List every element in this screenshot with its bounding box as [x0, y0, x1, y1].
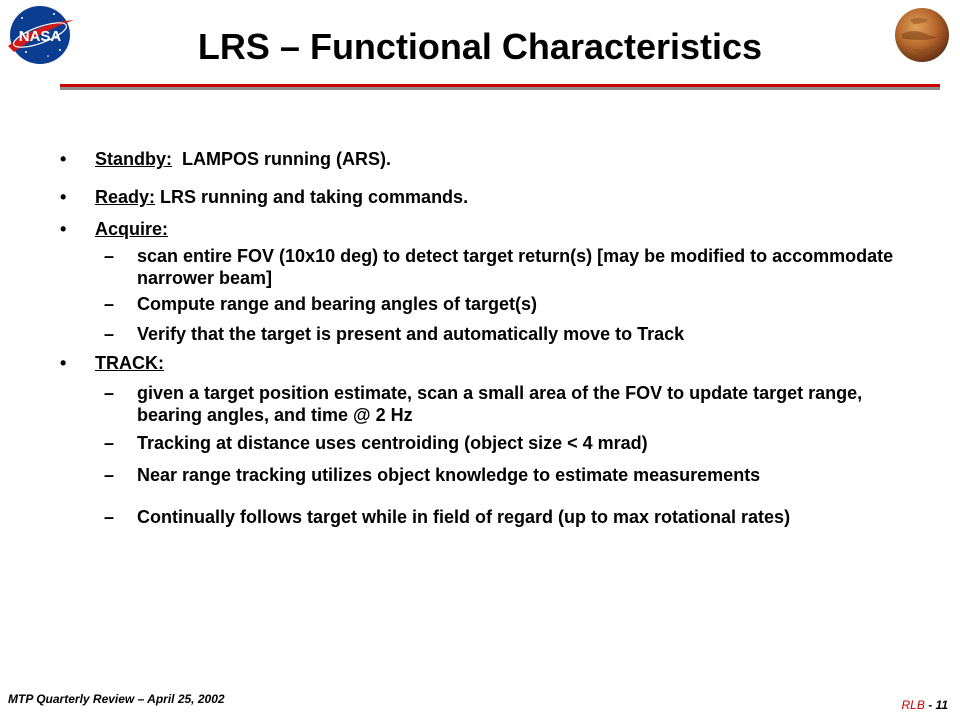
bullet-text: LRS running and taking commands. [160, 187, 469, 207]
page-number: 11 [935, 698, 948, 712]
bullet-label: TRACK: [95, 353, 164, 373]
dash-symbol: – [104, 507, 115, 527]
subitem-text: Continually follows target while in field of regard (up to max rotational rates) [137, 507, 791, 527]
dash-symbol: – [104, 465, 115, 485]
subitem-text: Compute range and bearing angles of target(s) [137, 294, 538, 314]
subitem-text: scan entire FOV (10x10 deg) to detect target return(s) [may be modified to accommodate narrower beam] [137, 246, 894, 288]
subitem-text: Tracking at distance uses centroiding (object size < 4 mrad) [137, 433, 648, 453]
footer-author: RLB [901, 698, 925, 712]
bullet-text: LAMPOS running (ARS). [182, 149, 392, 169]
bullet-label: Acquire: [95, 219, 169, 239]
bullet-symbol: • [60, 187, 67, 207]
footer-right [902, 698, 948, 712]
subitem-text: Verify that the target is present and automatically move to Track [137, 324, 685, 344]
slide-title: LRS – Functional Characteristics [197, 26, 763, 67]
dash-symbol: – [104, 383, 115, 403]
bullet-label: Standby: [95, 149, 173, 169]
bullet-symbol: • [60, 353, 67, 373]
subitem-text: given a target position estimate, scan a small area of the FOV to update target range, bearing angles, and time @ 2 Hz [137, 383, 863, 425]
dash-symbol: – [104, 433, 115, 453]
bullet-symbol: • [60, 219, 67, 239]
bullet-label: Ready: [95, 187, 156, 207]
dash-symbol: – [104, 324, 115, 344]
footer-left: MTP Quarterly Review – April 25, 2002 [8, 692, 225, 706]
footer-separator: - [924, 698, 936, 712]
dash-symbol: – [104, 294, 115, 314]
bullet-symbol: • [60, 149, 67, 169]
dash-symbol: – [104, 246, 115, 266]
title-rule-gray [60, 87, 940, 90]
subitem-text: Near range tracking utilizes object knowledge to estimate measurements [137, 465, 761, 485]
nasa-logo-text: NASA [18, 28, 62, 45]
